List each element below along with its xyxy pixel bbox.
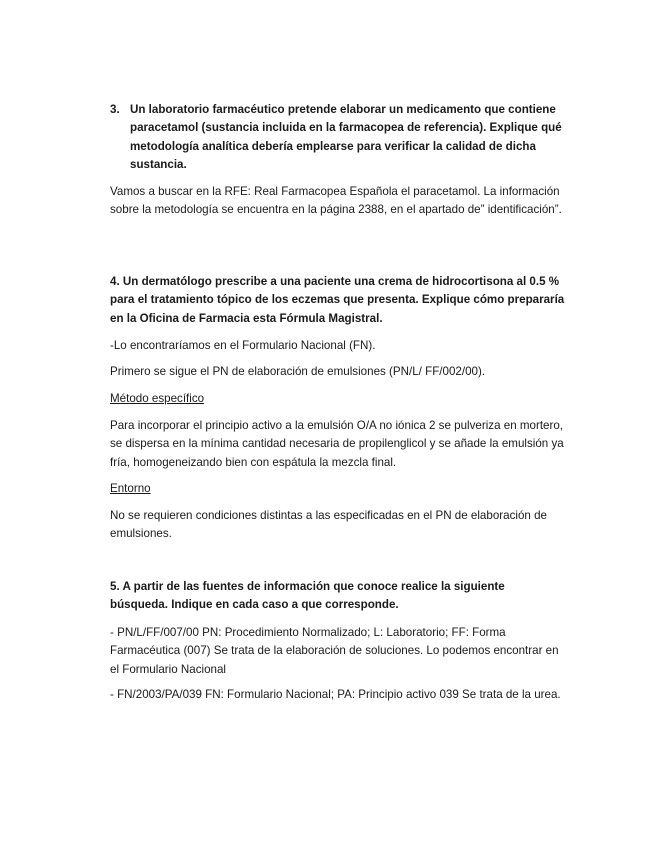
answer-4-metodo: Para incorporar el principio activo a la emulsión O/A no iónica 2 se pulveriza en mortero, se dispersa en la mínima cantidad necesaria de propilenglicol y se añade la emulsión ya fría, homogeneizando bien con espátula la mezcla final. xyxy=(110,419,564,469)
heading-metodo-especifico: Método específico xyxy=(110,392,205,405)
answer-4-pn: Primero se sigue el PN de elaboración de emulsiones (PN/L/ FF/002/00). xyxy=(110,365,486,378)
answer-5-item-1: - PN/L/FF/007/00 PN: Procedimiento Normalizado; L: Laboratorio; FF: Forma Farmacéutica (007) Se trata de la elaboración de soluciones. Lo podemos encontrar en el Formulario Nacional xyxy=(110,626,559,676)
question-4: 4. Un dermatólogo prescribe a una paciente una crema de hidrocortisona al 0.5 % para el tratamiento tópico de los eczemas que presenta. Explique cómo prepararía en la Oficina de Farmacia esta Fórmula Magistral. xyxy=(110,275,565,325)
question-5: 5. A partir de las fuentes de información que conoce realice la siguiente búsqueda. Indique en cada caso a que corresponde. xyxy=(110,580,505,612)
answer-3: Vamos a buscar en la RFE: Real Farmacopea Española el paracetamol. La información sobre la metodología se encuentra en la página 2388, en el apartado de” identificación”. xyxy=(110,185,562,217)
question-3-number: 3. xyxy=(110,103,120,116)
answer-4-entorno: No se requieren condiciones distintas a las especificadas en el PN de elaboración de emulsiones. xyxy=(110,509,547,541)
question-3-text: Un laboratorio farmacéutico pretende elaborar un medicamento que contiene paracetamol (sustancia incluida en la farmacopea de referencia). Explique qué metodología analítica debería emplearse para verificar la calidad de dicha sustancia. xyxy=(130,103,562,172)
answer-5-item-2: - FN/2003/PA/039 FN: Formulario Nacional; PA: Principio activo 039 Se trata de la urea. xyxy=(110,688,561,701)
answer-4-formulario: -Lo encontraríamos en el Formulario Nacional (FN). xyxy=(110,339,376,352)
heading-entorno: Entorno xyxy=(110,482,151,495)
